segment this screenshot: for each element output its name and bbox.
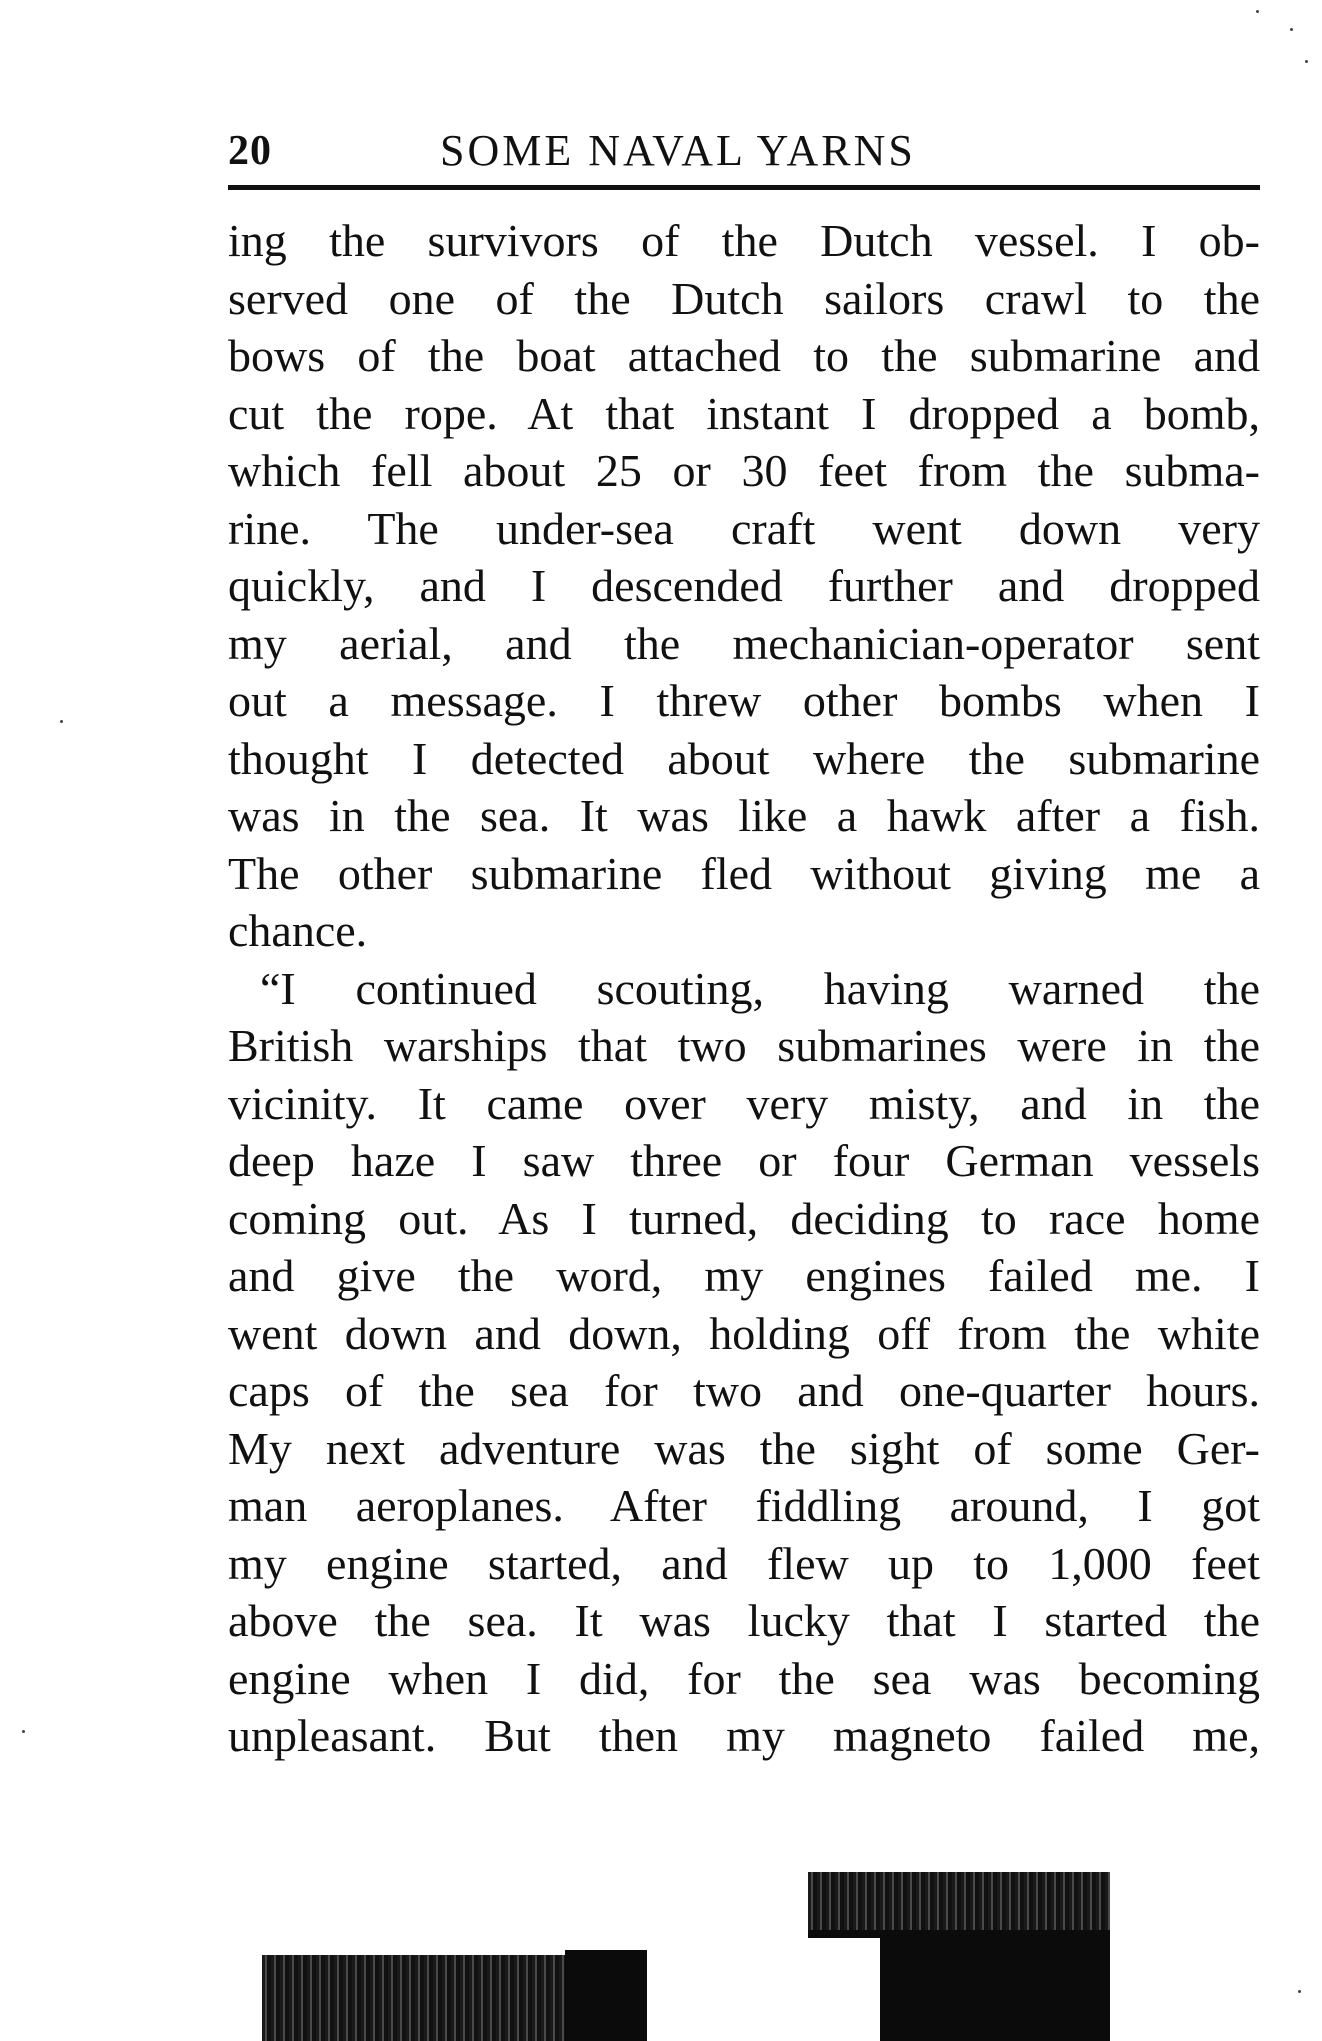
text-line: quickly, and I descended further and dropped	[228, 560, 1260, 611]
text-line: deep haze I saw three or four German vessels	[228, 1135, 1260, 1186]
text-line: coming out. As I turned, deciding to race home	[228, 1192, 1260, 1244]
scan-artifact-right-top	[808, 1872, 1110, 1934]
text-line: vicinity. It came over very misty, and in the	[228, 1077, 1260, 1129]
scan-dust	[60, 720, 63, 723]
text-line: thought I detected about where the submarine	[228, 732, 1260, 784]
text-line: chance.	[228, 905, 368, 956]
scan-dust	[1305, 60, 1308, 63]
text-line: ing the survivors of the Dutch vessel. I ob-	[228, 215, 1260, 266]
scan-dust	[1290, 28, 1293, 31]
text-line: The other submarine fled without giving me a	[228, 847, 1260, 899]
text-line: man aeroplanes. After fiddling around, I got	[228, 1480, 1260, 1531]
text-line: bows of the boat attached to the submarine and	[228, 330, 1260, 381]
scan-dust	[22, 1730, 25, 1733]
text-line: cut the rope. At that instant I dropped a bomb,	[228, 387, 1260, 439]
scan-artifact-right-body	[880, 1930, 1110, 2041]
text-line: caps of the sea for two and one-quarter hours.	[228, 1365, 1260, 1416]
text-line: British warships that two submarines were in the	[228, 1020, 1260, 1071]
running-title: SOME NAVAL YARNS	[440, 126, 916, 175]
body-text	[228, 212, 1260, 1765]
page-header	[228, 120, 1258, 182]
scan-artifact-left-core	[565, 1950, 647, 2041]
text-line: My next adventure was the sight of some Ger-	[228, 1422, 1260, 1474]
scan-dust	[1256, 10, 1259, 13]
text-line: “I continued scouting, having warned the	[260, 962, 1260, 1014]
text-line: my engine started, and flew up to 1,000 feet	[228, 1537, 1260, 1589]
text-line: my aerial, and the mechanician-operator sent	[228, 617, 1260, 669]
text-line: was in the sea. It was like a hawk after a fish.	[228, 790, 1260, 841]
text-line: above the sea. It was lucky that I started the	[228, 1595, 1260, 1646]
text-line: went down and down, holding off from the white	[228, 1307, 1260, 1359]
text-line: unpleasant. But then my magneto failed me,	[228, 1710, 1260, 1761]
text-line: engine when I did, for the sea was becoming	[228, 1652, 1260, 1704]
text-line: rine. The under-sea craft went down very	[228, 502, 1260, 554]
scan-artifact-right-notch	[808, 1930, 880, 1938]
text-line: served one of the Dutch sailors crawl to the	[228, 272, 1260, 324]
text-line: which fell about 25 or 30 feet from the subma-	[228, 445, 1260, 496]
scan-dust	[1298, 1990, 1301, 1993]
text-line: out a message. I threw other bombs when I	[228, 675, 1260, 726]
page-number: 20	[228, 128, 272, 174]
header-rule	[228, 185, 1260, 190]
text-line: and give the word, my engines failed me. I	[228, 1250, 1260, 1301]
